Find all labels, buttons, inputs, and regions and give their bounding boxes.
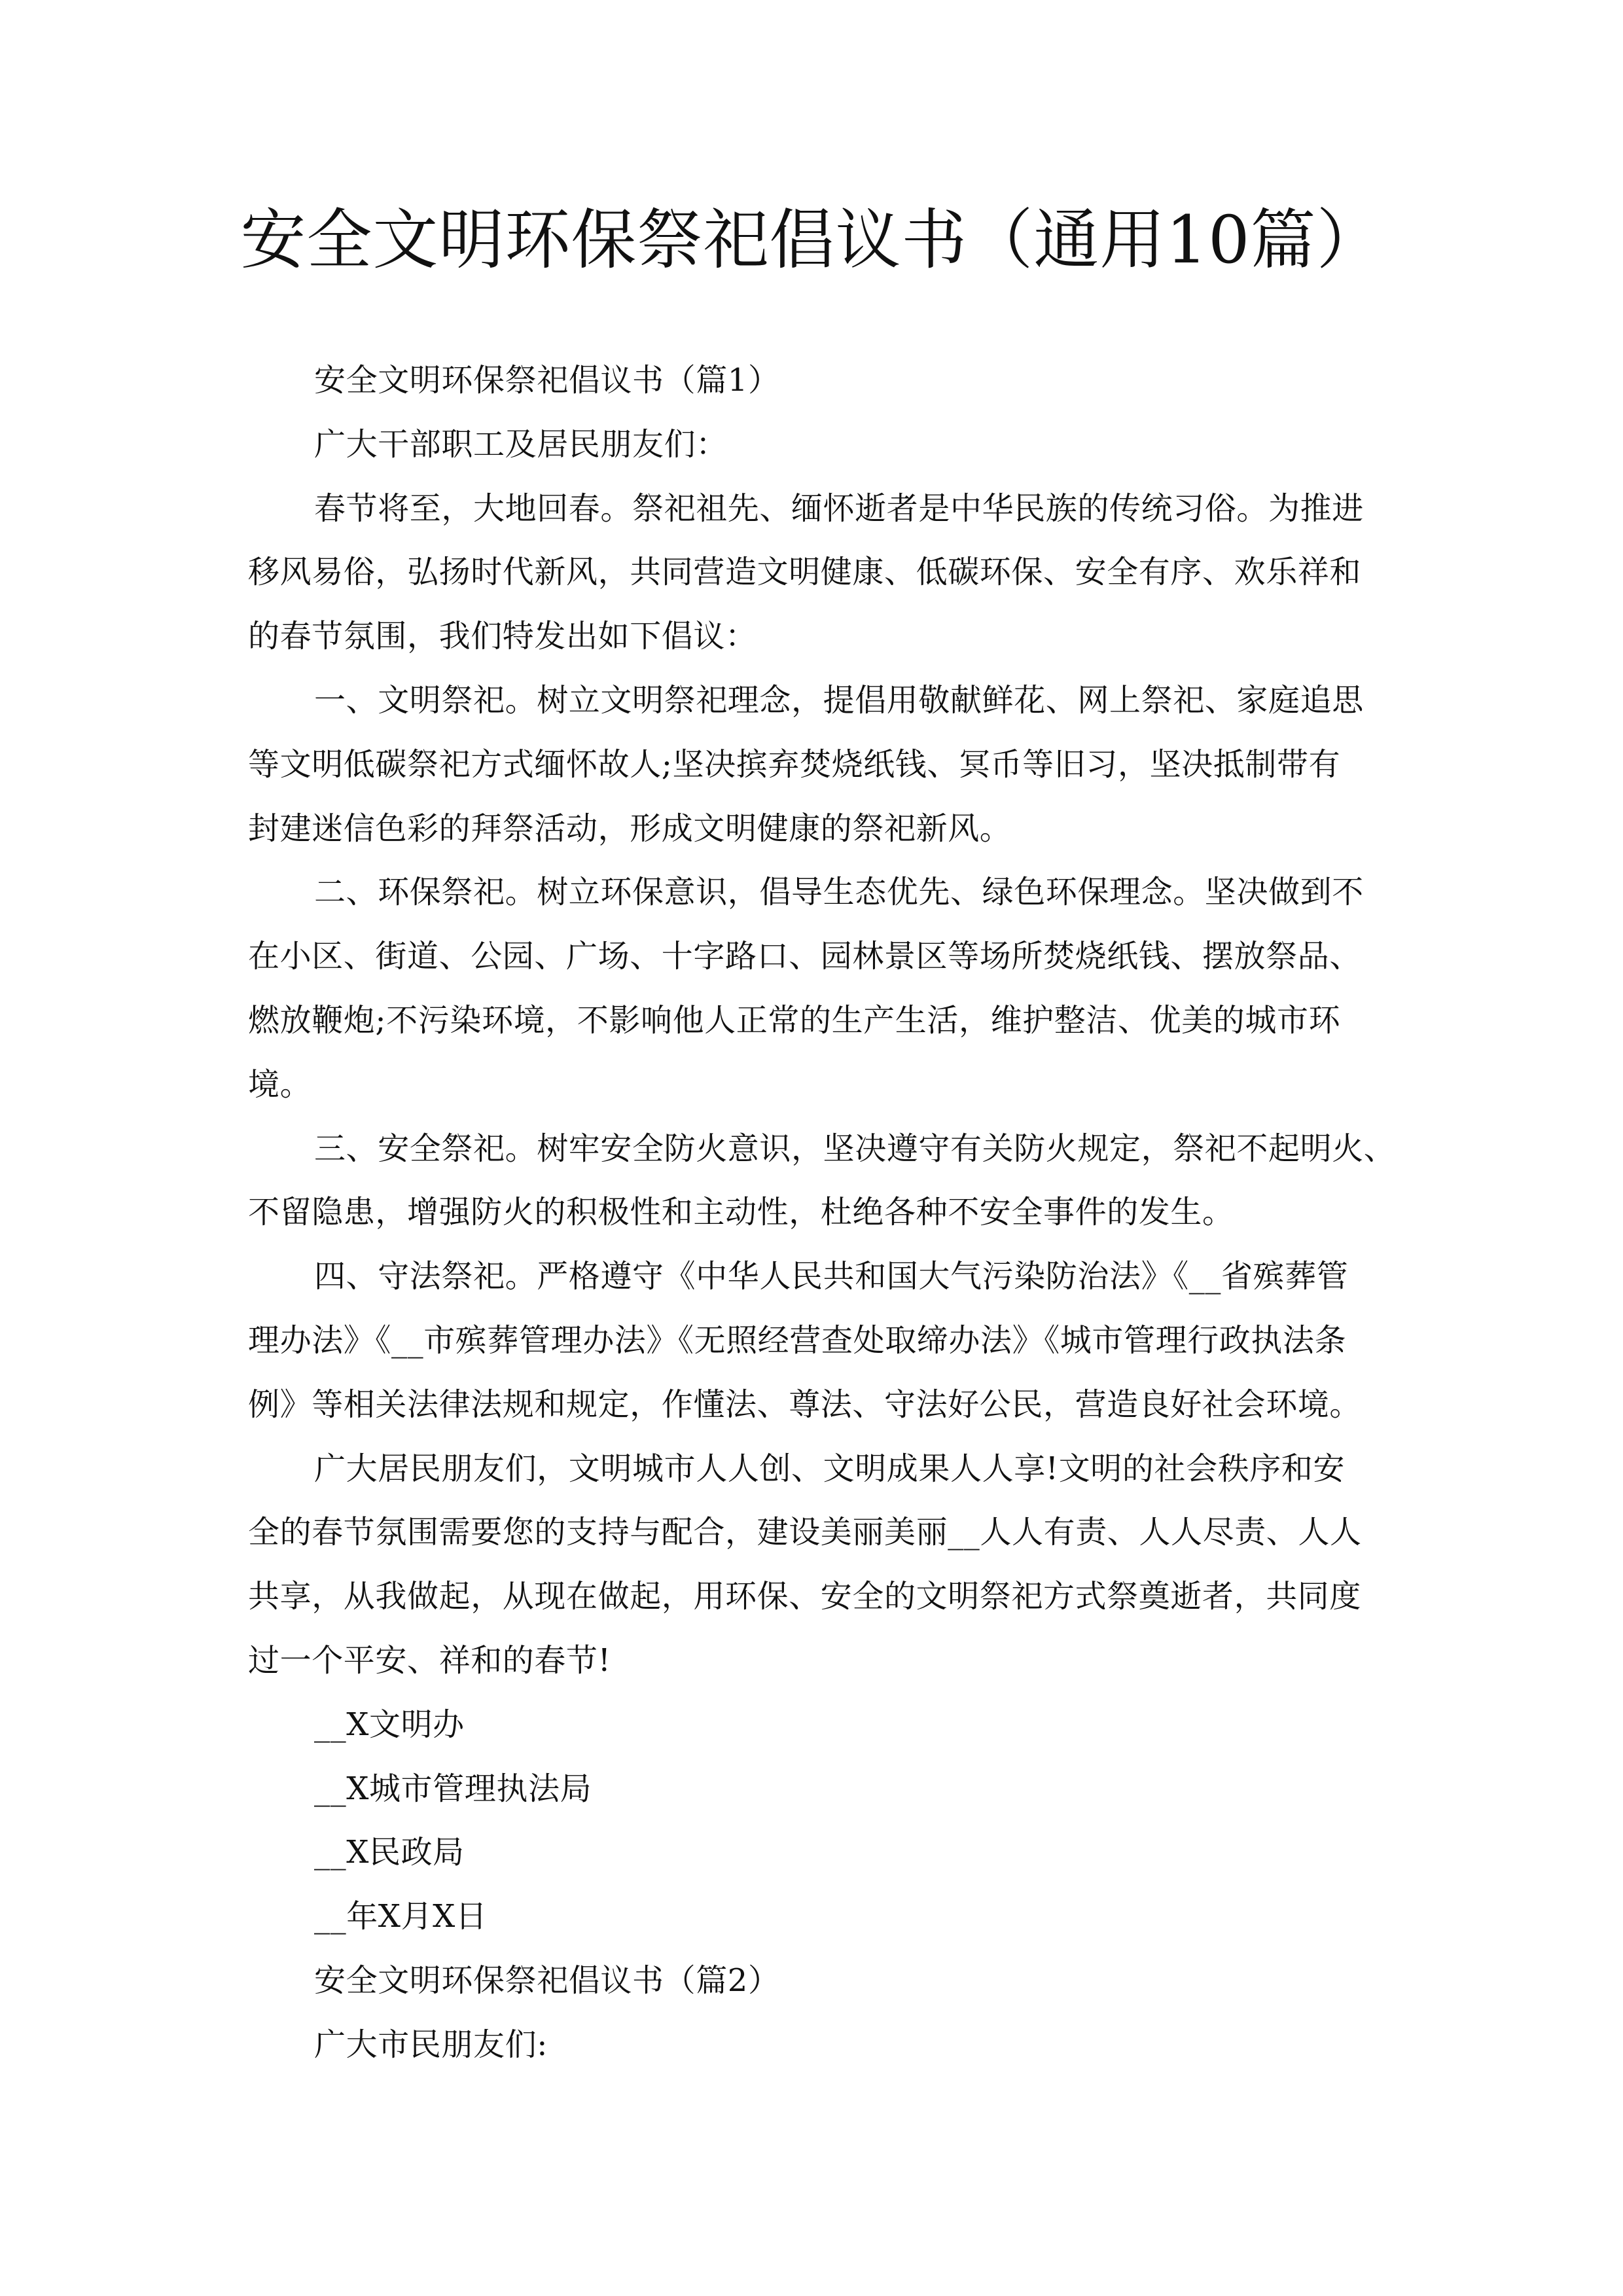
text-line: 安全文明环保祭祀倡议书（篇1） bbox=[314, 362, 780, 399]
text-line: 等文明低碳祭祀方式缅怀故人;坚决摈弃焚烧纸钱、冥币等旧习，坚决抵制带有 bbox=[248, 745, 1341, 783]
document-title: 安全文明环保祭祀倡议书（通用10篇） bbox=[240, 202, 1383, 278]
text-line: 四、守法祭祀。严格遵守《中华人民共和国大气污染防治法》《__省殡葬管 bbox=[314, 1258, 1349, 1295]
text-line: 全的春节氛围需要您的支持与配合，建设美丽美丽__人人有责、人人尽责、人人 bbox=[248, 1514, 1362, 1551]
text-line: 共享，从我做起，从现在做起，用环保、安全的文明祭祀方式祭奠逝者，共同度 bbox=[248, 1578, 1362, 1615]
text-line: 过一个平安、祥和的春节! bbox=[248, 1641, 611, 1679]
text-line: 燃放鞭炮;不污染环境，不影响他人正常的生产生活，维护整洁、优美的城市环 bbox=[248, 1001, 1341, 1039]
text-line: 不留隐患，增强防火的积极性和主动性，杜绝各种不安全事件的发生。 bbox=[248, 1194, 1234, 1231]
text-line: 封建迷信色彩的拜祭活动，形成文明健康的祭祀新风。 bbox=[248, 810, 1012, 847]
text-line: 一、文明祭祀。树立文明祭祀理念，提倡用敬献鲜花、网上祭祀、家庭追思 bbox=[314, 681, 1364, 719]
text-line: 安全文明环保祭祀倡议书（篇2） bbox=[314, 1962, 780, 1999]
text-line: 理办法》《__市殡葬管理办法》《无照经营查处取缔办法》《城市管理行政执法条 bbox=[248, 1321, 1347, 1359]
text-line: 二、环保祭祀。树立环保意识，倡导生态优先、绿色环保理念。坚决做到不 bbox=[314, 874, 1364, 911]
text-line: 例》等相关法律法规和规定，作懂法、尊法、守法好公民，营造良好社会环境。 bbox=[248, 1386, 1362, 1423]
text-line: __X城市管理执法局 bbox=[314, 1770, 592, 1807]
text-line: __X民政局 bbox=[314, 1834, 465, 1871]
text-line: 在小区、街道、公园、广场、十字路口、园林景区等场所焚烧纸钱、摆放祭品、 bbox=[248, 938, 1362, 975]
text-line: 春节将至，大地回春。祭祀祖先、缅怀逝者是中华民族的传统习俗。为推进 bbox=[314, 490, 1364, 527]
text-line: 移风易俗，弘扬时代新风，共同营造文明健康、低碳环保、安全有序、欢乐祥和 bbox=[248, 554, 1362, 591]
text-line: 广大干部职工及居民朋友们： bbox=[314, 425, 728, 463]
document-body bbox=[248, 349, 1400, 2077]
text-line: __X文明办 bbox=[314, 1706, 465, 1743]
text-line: 三、安全祭祀。树牢安全防火意识，坚决遵守有关防火规定，祭祀不起明火、 bbox=[314, 1130, 1396, 1167]
text-line: __年X月X日 bbox=[314, 1898, 488, 1935]
text-line: 广大居民朋友们，文明城市人人创、文明成果人人享!文明的社会秩序和安 bbox=[314, 1450, 1346, 1487]
text-line: 的春节氛围，我们特发出如下倡议： bbox=[248, 618, 757, 655]
text-line: 境。 bbox=[248, 1066, 312, 1103]
text-line: 广大市民朋友们: bbox=[314, 2026, 548, 2063]
